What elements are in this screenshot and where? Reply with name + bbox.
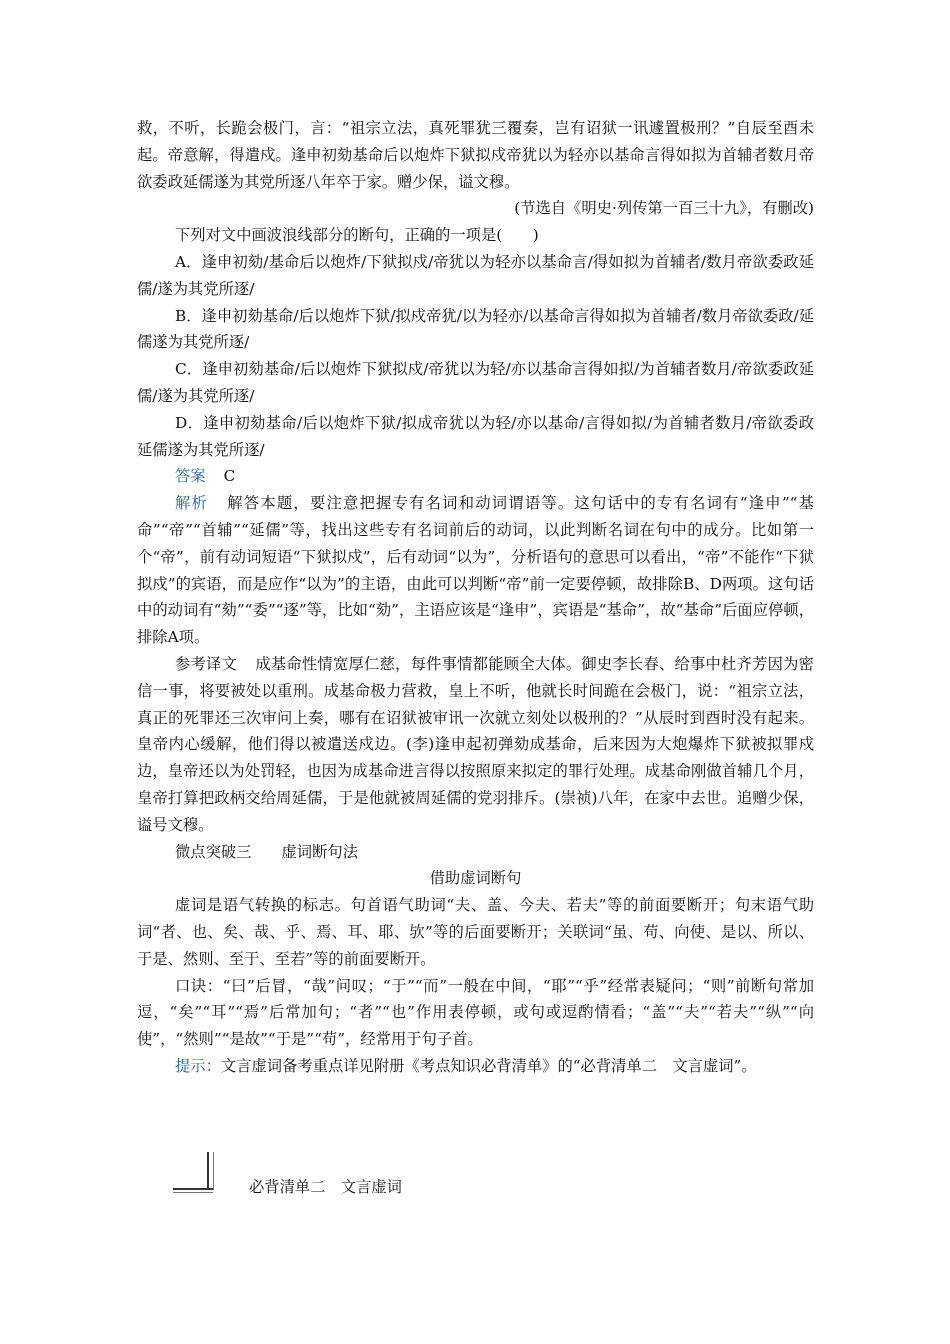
passage-source: (节选自《明史·列传第一百三十九》，有删改) <box>514 199 814 218</box>
footer-title: 必背清单二 文言虚词 <box>249 1178 402 1196</box>
section-title: 虚词断句法 <box>281 842 358 861</box>
section-heading-line <box>137 839 814 866</box>
analysis-label: 解析 <box>175 494 209 513</box>
corner-mark-icon <box>207 1152 209 1190</box>
answer-label: 答案 <box>175 467 206 486</box>
section-subtitle: 借助虚词断句 <box>429 869 522 888</box>
corner-mark-inner-icon <box>213 1152 214 1190</box>
option-d: D．逢申初劾基命/后以炮炸下狱/拟成帝犹以为轻/亦以基命/言得如拟/为首辅者数月/帝欲委政延儒遂为其党所逐/ <box>137 413 814 459</box>
answer-line <box>137 463 814 490</box>
footer-heading <box>137 1152 814 1196</box>
translation-paragraph <box>137 651 814 839</box>
section-paragraph-2: 口诀：“曰”后冒，“哉”问叹；“于”“而”一般在中间，“耶”“乎”经常表疑问；“则”前断句常加逗，“矣”“耳”“焉”后常加句；“者”“也”作用表停顿，或句或逗酌情看；“盖”“夫”“若夫”“纵”“向使”，“然则”“是故”“于是”“苟”，经常用于句子首。 <box>137 976 814 1049</box>
corner-line-icon <box>173 1188 213 1190</box>
section-heading: 微点突破三 <box>175 842 252 861</box>
option-c: C．逢申初劾基命/后以炮炸下狱拟戍/帝犹以为轻/亦以基命言得如拟/为首辅者数月/帝欲委政延儒/遂为其党所逐/ <box>137 360 814 405</box>
option-a: A．逢申初劾/基命后以炮炸/下狱拟戍/帝犹以为轻亦以基命言/得如拟为首辅者/数月帝欲委政延儒/遂为其党所逐/ <box>137 252 814 298</box>
tip-label: 提示： <box>175 1056 221 1075</box>
section-paragraph-1: 虚词是语气转换的标志。句首语气助词“夫、盖、今夫、若夫”等的前面要断开；句末语气助词“者、也、矣、哉、乎、焉、耳、耶、欤”等的后面要断开；关联词“虽、苟、向使、是以、所以、于是、然则、至于、至若”等的前面要断开。 <box>137 896 814 968</box>
corner-line-inner-icon <box>173 1192 213 1193</box>
analysis-text: 解答本题，要注意把握专有名词和动词谓语等。这句话中的专有名词有“逢申”“基命”“帝”“首辅”“延儒”等，找出这些专有名词前后的动词，以此判断名词在句中的成分。比如第一个“帝”，前有动词短语“下狱拟戍”，后有动词“以为”，分析语句的意思可以看出，“帝”不能作“下狱拟戍”的宾语，而是应作“以为”的主语，由此可以判断“帝”前一定要停顿，故排除B、D两项。这句话中的动词有“劾”“委”“逐”等，比如“劾”，主语应该是“逢申”，宾语是“基命”，故“基命”后面应停顿，排除A项。 <box>137 494 814 647</box>
tip-text: 文言虚词备考重点详见附册《考点知识必背清单》的“必背清单二 文言虚词”。 <box>220 1056 757 1075</box>
question-stem: 下列对文中画波浪线部分的断句，正确的一项是( ) <box>175 226 539 245</box>
translation-text: 成基命性情宽厚仁慈，每件事情都能顾全大体。御史李长春、给事中杜齐芳因为密信一事，将要被处以重刑。成基命极力营救，皇上不听，他就长时间跪在会极门，说：“祖宗立法，真正的死罪还三次审问上奏，哪有在诏狱被审讯一次就立刻处以极刑的？”从辰时到酉时没有起来。皇帝内心缓解，他们得以被遣送戍边。(李)逢申起初弹劾成基命，后来因为大炮爆炸下狱被拟罪戍边，皇帝还以为处罚轻，也因为成基命进言得以按照原来拟定的罪行处理。成基命刚做首辅几个月，皇帝打算把政柄交给周延儒，于是他就被周延儒的党羽排斥。(崇祯)八年，在家中去世。追赠少保，谥号文穆。 <box>137 654 814 834</box>
passage-text: 救，不听，长跪会极门，言：“祖宗立法，真死罪犹三覆奏，岂有诏狱一讯遽置极刑？”自辰至酉未起。帝意解，得遣戍。逢申初劾基命后以炮炸下狱拟戍帝犹以为轻亦以基命言得如拟为首辅者数月帝欲委政延儒遂为其党所逐八年卒于家。赠少保，谥文穆。 <box>137 119 814 191</box>
document-body <box>137 115 814 1080</box>
translation-label: 参考译文 <box>175 654 238 673</box>
analysis-paragraph <box>137 490 814 651</box>
answer-value: C <box>223 467 236 486</box>
option-b: B．逢申初劾基命/后以炮炸下狱/拟戍帝犹/以为轻亦/以基命言得如拟为首辅者/数月帝欲委政/延儒遂为其党所逐/ <box>137 306 814 352</box>
tip-line <box>137 1053 814 1080</box>
